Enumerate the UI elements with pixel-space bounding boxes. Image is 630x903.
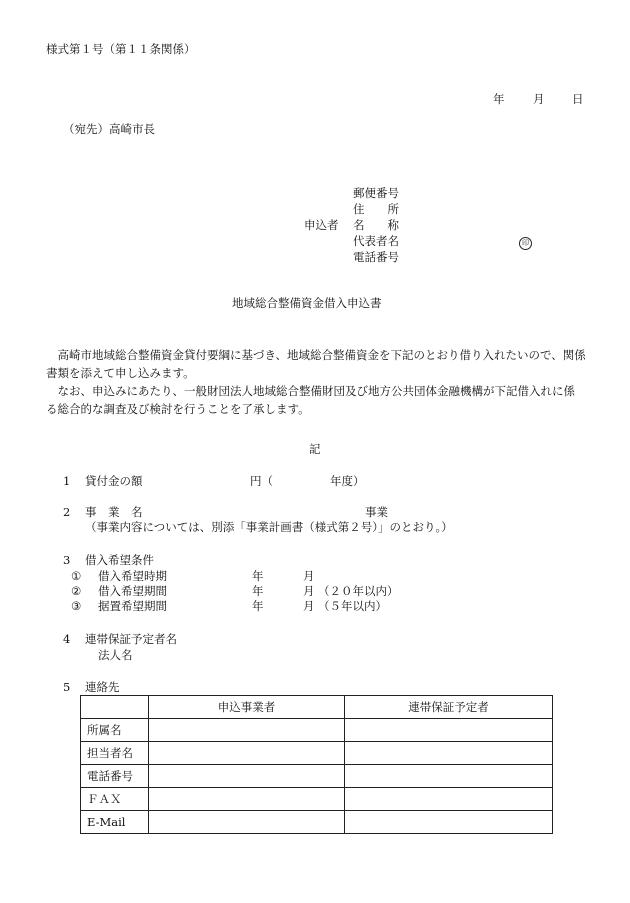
seal-icon bbox=[519, 234, 532, 250]
item4-number: 4 bbox=[63, 632, 71, 646]
table-row bbox=[81, 719, 553, 742]
phone-label: 電話番号 bbox=[353, 250, 399, 264]
row-label-phone: 電話番号 bbox=[81, 765, 149, 788]
table-row bbox=[81, 811, 553, 834]
item2-suffix: 事業 bbox=[365, 505, 388, 519]
cond3-note: （５年以内） bbox=[318, 599, 387, 613]
row-label-fax: ＦＡＸ bbox=[81, 788, 149, 811]
table-row bbox=[81, 788, 553, 811]
cond3-label: 据置希望期間 bbox=[98, 599, 167, 613]
cond1-mark: ① bbox=[71, 569, 82, 583]
date-day-label: 日 bbox=[572, 92, 584, 106]
item5-number: 5 bbox=[63, 680, 71, 694]
item4-sub: 法人名 bbox=[98, 648, 133, 662]
date-month-label: 月 bbox=[533, 92, 545, 106]
cond3-mark: ③ bbox=[71, 599, 82, 613]
fax-guarantor-cell[interactable] bbox=[345, 788, 553, 811]
contact-person-guarantor-cell[interactable] bbox=[345, 742, 553, 765]
item1-number: 1 bbox=[63, 474, 71, 488]
contact-person-applicant-cell[interactable] bbox=[149, 742, 345, 765]
cond2-mark: ② bbox=[71, 584, 82, 598]
table-row bbox=[81, 742, 553, 765]
cond1-year: 年 bbox=[252, 569, 264, 583]
item1-fiscal-year: 年度） bbox=[330, 474, 365, 488]
cond1-month: 月 bbox=[303, 569, 315, 583]
phone-applicant-cell[interactable] bbox=[149, 765, 345, 788]
cond3-month: 月 bbox=[303, 599, 315, 613]
table-row bbox=[81, 765, 553, 788]
cond2-note: （２０年以内） bbox=[318, 584, 399, 598]
email-applicant-cell[interactable] bbox=[149, 811, 345, 834]
name-label: 名 称 bbox=[353, 218, 399, 232]
item3-number: 3 bbox=[63, 553, 71, 567]
cond2-month: 月 bbox=[303, 584, 315, 598]
address-label: 住 所 bbox=[353, 202, 399, 216]
applicant-label: 申込者 bbox=[304, 218, 339, 232]
row-label-department: 所属名 bbox=[81, 719, 149, 742]
date-year-label: 年 bbox=[493, 92, 505, 106]
postal-code-label: 郵便番号 bbox=[353, 186, 399, 200]
item1-label: 貸付金の額 bbox=[85, 474, 143, 488]
item2-label: 事 業 名 bbox=[85, 505, 143, 519]
body-paragraph-2: なお、申込みにあたり、一般財団法人地域総合整備財団及び地方公共団体金融機構が下記借入れに係る総合的な調査及び検討を行うことを了承します。 bbox=[46, 384, 575, 416]
table-header-blank bbox=[81, 696, 149, 719]
cond2-year: 年 bbox=[252, 584, 264, 598]
table-header-guarantor: 連帯保証予定者 bbox=[345, 696, 553, 719]
ki-heading: 記 bbox=[309, 442, 321, 456]
table-header-applicant: 申込事業者 bbox=[149, 696, 345, 719]
item3-label: 借入希望条件 bbox=[85, 553, 154, 567]
item2-note: （事業内容については、別添「事業計画書（様式第２号）」のとおり。） bbox=[85, 520, 453, 534]
item4-label: 連帯保証予定者名 bbox=[85, 632, 177, 646]
cond3-year: 年 bbox=[252, 599, 264, 613]
seal-mark: 印 bbox=[519, 237, 532, 250]
cond2-label: 借入希望期間 bbox=[98, 584, 167, 598]
item1-yen: 円（ bbox=[250, 474, 273, 488]
item5-label: 連絡先 bbox=[85, 680, 120, 694]
row-label-email: E-Mail bbox=[81, 811, 149, 834]
email-guarantor-cell[interactable] bbox=[345, 811, 553, 834]
cond1-label: 借入希望時期 bbox=[98, 569, 167, 583]
department-applicant-cell[interactable] bbox=[149, 719, 345, 742]
representative-label: 代表者名 bbox=[353, 234, 399, 248]
addressee: （宛先）高崎市長 bbox=[63, 122, 155, 136]
row-label-contact-person: 担当者名 bbox=[81, 742, 149, 765]
phone-guarantor-cell[interactable] bbox=[345, 765, 553, 788]
table-header-row bbox=[81, 696, 553, 719]
body-paragraph-1: 高崎市地域総合整備資金貸付要綱に基づき、地域総合整備資金を下記のとおり借り入れたいので、関係書類を添えて申し込みます。 bbox=[46, 348, 586, 380]
fax-applicant-cell[interactable] bbox=[149, 788, 345, 811]
item2-number: 2 bbox=[63, 505, 71, 519]
contact-table bbox=[80, 695, 553, 834]
department-guarantor-cell[interactable] bbox=[345, 719, 553, 742]
form-number: 様式第１号（第１１条関係） bbox=[46, 42, 196, 56]
document-title: 地域総合整備資金借入申込書 bbox=[232, 296, 382, 310]
